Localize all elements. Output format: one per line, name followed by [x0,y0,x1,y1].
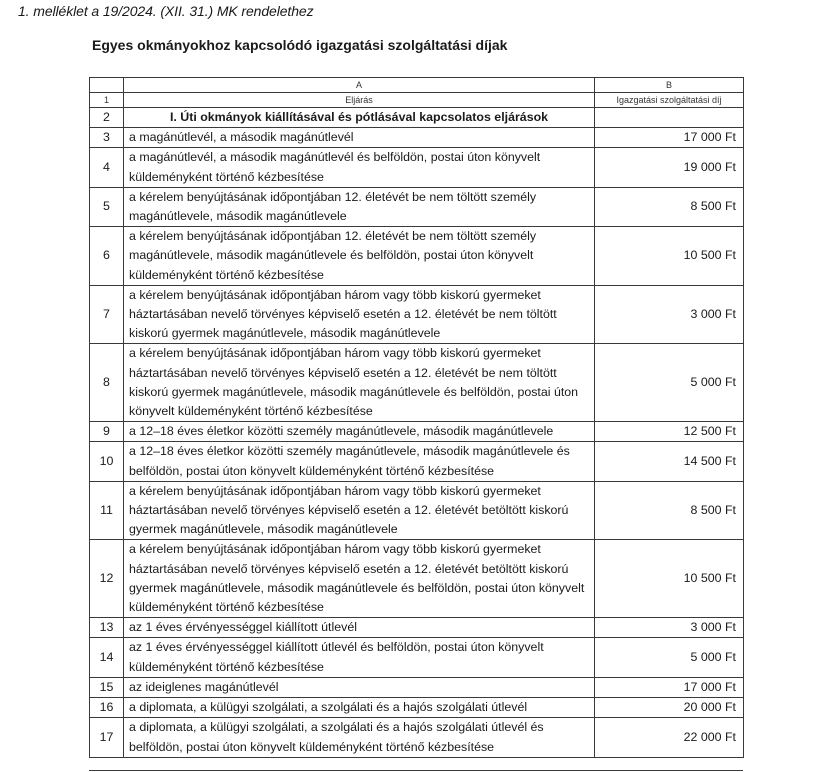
row-number: 11 [90,481,124,540]
procedure-description: a kérelem benyújtásának időpontjában 12. életévét be nem töltött személy magánútlevele, második magánútlevele [124,187,595,226]
row-number: 7 [90,285,124,344]
fee-table [89,77,744,758]
column-header-row [90,93,744,108]
row-number: 12 [90,540,124,618]
table-row [90,422,744,442]
table-row [90,638,744,677]
column-letter-row [90,78,744,93]
fee-amount: 17 000 Ft [595,128,744,148]
empty-fee-cell [595,108,744,128]
table-row [90,344,744,422]
table-row [90,698,744,718]
table-row [90,227,744,286]
fee-amount: 22 000 Ft [595,718,744,757]
row-number: 17 [90,718,124,757]
fee-amount: 19 000 Ft [595,148,744,187]
procedure-description: a kérelem benyújtásának időpontjában három vagy több kiskorú gyermeket háztartásában nevelő törvényes képviselő esetén a 12. életévét be nem töltött kiskorú gyermek magánútlevele, második magánútlevele és belföldön, postai úton könyvelt küldeményként történő kézbesítése [124,344,595,422]
procedure-description: a diplomata, a külügyi szolgálati, a szolgálati és a hajós szolgálati útlevél és belföldön, postai úton könyvelt küldeményként történő kézbesítése [124,718,595,757]
row-number: 3 [90,128,124,148]
row-number: 10 [90,442,124,481]
section-row [90,108,744,128]
row-number: 13 [90,618,124,638]
table-row [90,442,744,481]
corner-cell [90,78,124,93]
procedure-description: a diplomata, a külügyi szolgálati, a szolgálati és a hajós szolgálati útlevél [124,698,595,718]
fee-amount: 8 500 Ft [595,187,744,226]
fee-amount: 3 000 Ft [595,618,744,638]
table-row [90,187,744,226]
row-number: 9 [90,422,124,442]
fee-amount: 12 500 Ft [595,422,744,442]
row-number: 4 [90,148,124,187]
row-number: 16 [90,698,124,718]
table-row [90,128,744,148]
column-letter-b: B [595,78,744,93]
row-number: 6 [90,227,124,286]
fee-amount: 5 000 Ft [595,638,744,677]
fee-amount: 10 500 Ft [595,540,744,618]
procedure-description: az 1 éves érvényességgel kiállított útlevél [124,618,595,638]
row-number: 8 [90,344,124,422]
procedure-header: Eljárás [124,93,595,108]
fee-amount: 10 500 Ft [595,227,744,286]
section-title: I. Úti okmányok kiállításával és pótlásával kapcsolatos eljárások [124,108,595,128]
row-number: 2 [90,108,124,128]
table-row [90,285,744,344]
procedure-description: a kérelem benyújtásának időpontjában három vagy több kiskorú gyermeket háztartásában nevelő törvényes képviselő esetén a 12. életévét betöltött kiskorú gyermek magánútlevele, második magánútlevele [124,481,595,540]
procedure-description: a kérelem benyújtásának időpontjában három vagy több kiskorú gyermeket háztartásában nevelő törvényes képviselő esetén a 12. életévét be nem töltött kiskorú gyermek magánútlevele, második magánútlevele [124,285,595,344]
row-number: 1 [90,93,124,108]
procedure-description: az ideiglenes magánútlevél [124,677,595,697]
fee-amount: 17 000 Ft [595,677,744,697]
fee-header: Igazgatási szolgáltatási díj [595,93,744,108]
procedure-description: a 12–18 éves életkor közötti személy magánútlevele, második magánútlevele [124,422,595,442]
procedure-description: a magánútlevél, a második magánútlevél [124,128,595,148]
fee-amount: 3 000 Ft [595,285,744,344]
procedure-description: a kérelem benyújtásának időpontjában három vagy több kiskorú gyermeket háztartásában nevelő törvényes képviselő esetén a 12. életévét betöltött kiskorú gyermek magánútlevele, második magánútlevele és belföldön, postai úton könyvelt küldeményként történő kézbesítése [124,540,595,618]
column-letter-a: A [124,78,595,93]
table-row [90,540,744,618]
table-row [90,618,744,638]
row-number: 5 [90,187,124,226]
procedure-description: az 1 éves érvényességgel kiállított útlevél és belföldön, postai úton könyvelt küldeményként történő kézbesítése [124,638,595,677]
fee-amount: 14 500 Ft [595,442,744,481]
procedure-description: a kérelem benyújtásának időpontjában 12. életévét be nem töltött személy magánútlevele, második magánútlevele és belföldön, postai úton könyvelt küldeményként történő kézbesítése [124,227,595,286]
table-row [90,481,744,540]
table-bottom-border [89,770,743,771]
row-number: 14 [90,638,124,677]
table-row [90,148,744,187]
fee-amount: 20 000 Ft [595,698,744,718]
row-number: 15 [90,677,124,697]
fee-amount: 8 500 Ft [595,481,744,540]
fee-amount: 5 000 Ft [595,344,744,422]
procedure-description: a magánútlevél, a második magánútlevél és belföldön, postai úton könyvelt küldeményként történő kézbesítése [124,148,595,187]
annex-reference: 1. melléklet a 19/2024. (XII. 31.) MK rendelethez [18,3,314,19]
table-row [90,718,744,757]
procedure-description: a 12–18 éves életkor közötti személy magánútlevele, második magánútlevele és belföldön, postai úton könyvelt küldeményként történő kézbesítése [124,442,595,481]
document-title: Egyes okmányokhoz kapcsolódó igazgatási szolgáltatási díjak [92,37,508,53]
table-row [90,677,744,697]
